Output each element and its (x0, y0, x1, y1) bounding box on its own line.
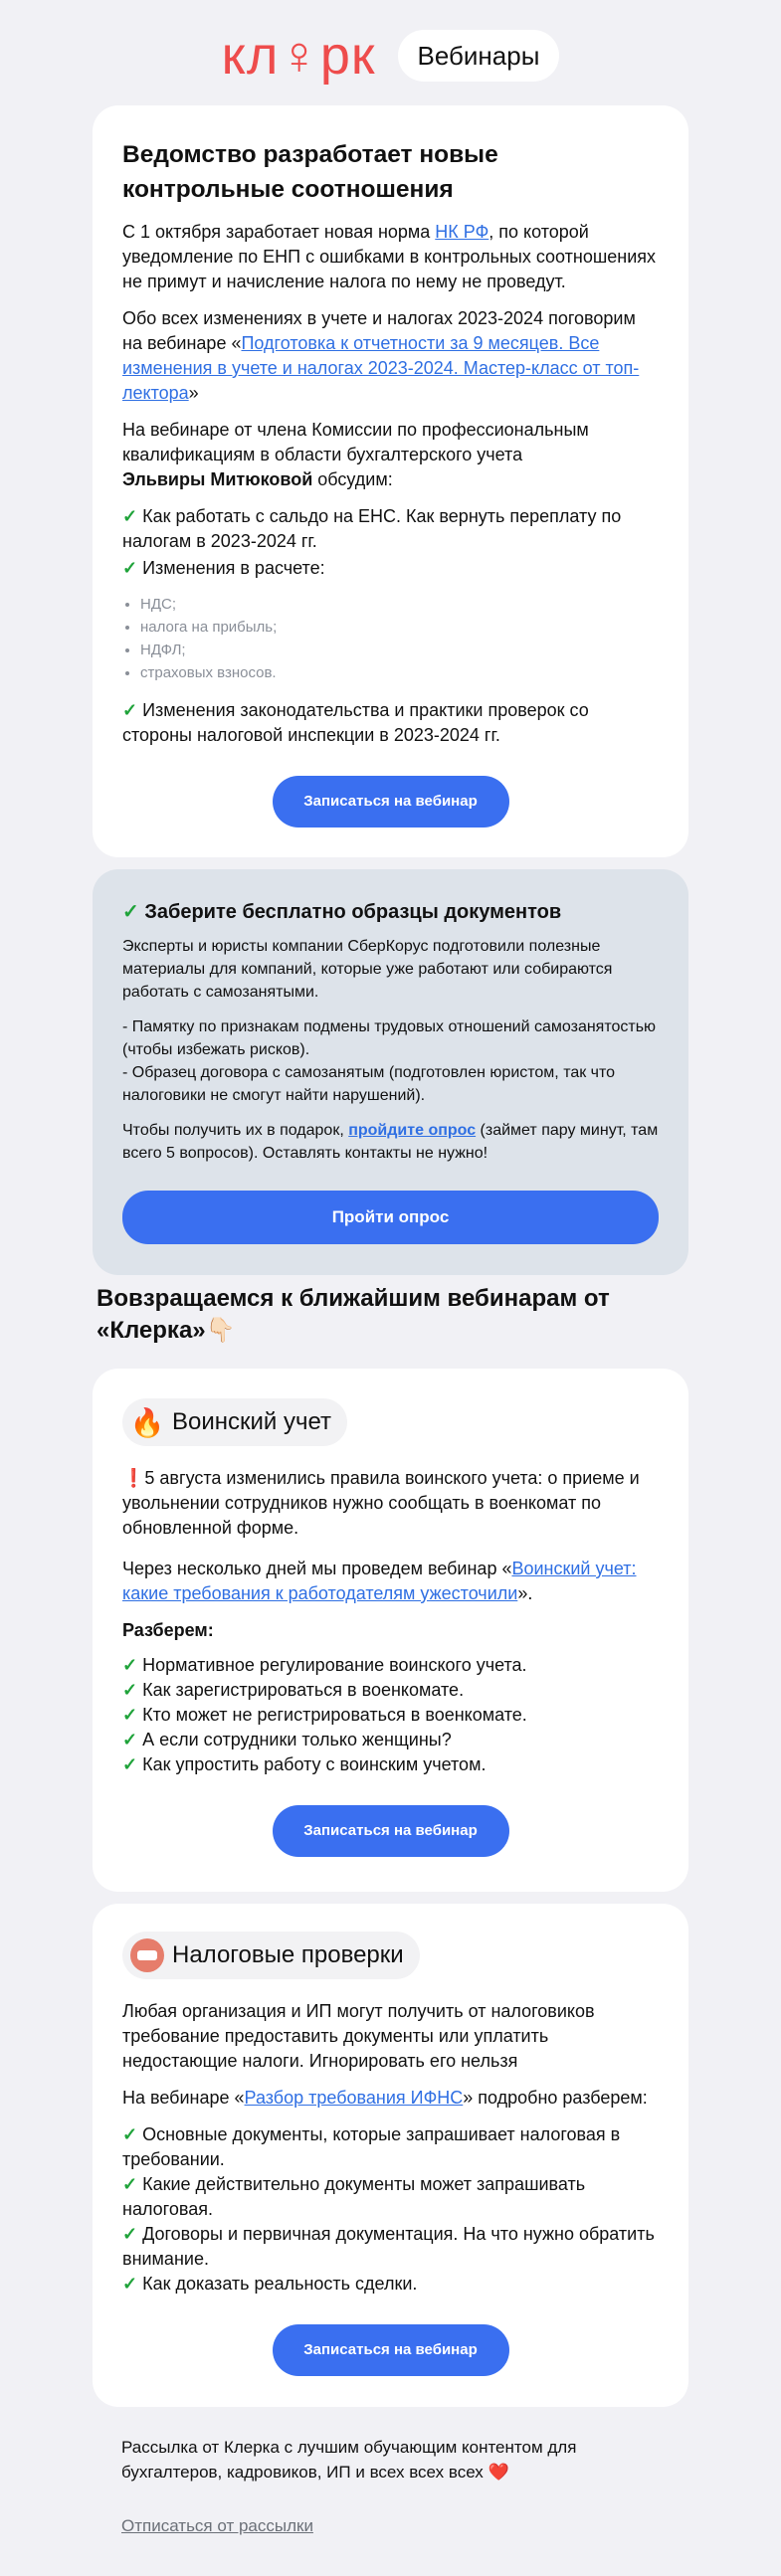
camera-icon (130, 1938, 164, 1972)
check-icon: ✓ (122, 700, 138, 720)
check-icon: ✓ (122, 2124, 138, 2144)
military-card (93, 1369, 688, 1892)
documents-paragraph-3: Чтобы получить их в подарок, пройдите опрос (займет пару минут, там всего 5 вопросов). Оставлять контакты не нужно! (122, 1122, 659, 1162)
news-card (93, 105, 688, 857)
check-icon: ✓ (122, 2274, 138, 2294)
check-icon: ✓ (122, 1730, 138, 1749)
header (0, 26, 781, 86)
military-tag (122, 1398, 347, 1446)
documents-paragraph-1: Эксперты и юристы компании СберКорус подготовили полезные материалы для компаний, которые уже работают или собираются работать с самозанятыми. (122, 938, 613, 1001)
fire-icon: 🔥 (129, 1406, 165, 1438)
tax-paragraph-2: На вебинаре «Разбор требования ИФНС» подробно разберем: (122, 2088, 648, 2108)
klerk-logo[interactable]: кл♀рк (221, 26, 376, 86)
check-icon: ✓ (122, 1655, 138, 1675)
news-checklist-2 (122, 698, 659, 748)
list-item: • НДС; (140, 593, 659, 616)
webinars-pill: Вебинары (398, 30, 560, 82)
footer-text: Рассылка от Клерка с лучшим обучающим контентом для бухгалтеров, кадровиков, ИП и всех всех всех ❤️ (121, 2438, 577, 2482)
tag-label: Воинский учет (172, 1408, 332, 1435)
check-item: ✓ Основные документы, которые запрашивает налоговая в требовании. (122, 2124, 621, 2169)
section-title: Вовзращаемся к ближайшим вебинарам от «Клерка»👇🏻 (97, 1285, 610, 1344)
footer (121, 2435, 659, 2536)
register-webinar-button[interactable]: Записаться на вебинар (273, 1805, 509, 1857)
check-icon: ✓ (122, 1705, 138, 1725)
register-webinar-button[interactable]: Записаться на вебинар (273, 2324, 509, 2376)
survey-link[interactable]: пройдите опрос (348, 1122, 477, 1139)
check-item: ✓ Договоры и первичная документация. На что нужно обратить внимание. (122, 2224, 655, 2269)
unsubscribe-link[interactable]: Отписаться от рассылки (121, 2516, 313, 2535)
check-item: ✓ Как работать с сальдо на ЕНС. Как вернуть переплату по налогам в 2023-2024 гг. (122, 506, 622, 551)
register-webinar-button[interactable]: Записаться на вебинар (273, 776, 509, 828)
tax-audit-tag (122, 1932, 420, 1979)
taxes-list (122, 593, 659, 684)
take-survey-button[interactable]: Пройти опрос (122, 1191, 659, 1244)
tax-audit-card (93, 1904, 688, 2407)
documents-title: ✓ Заберите бесплатно образцы документов (122, 901, 562, 923)
list-item: • страховых взносов. (140, 661, 659, 684)
documents-paragraph-2: - Памятку по признакам подмены трудовых отношений самозанятостью (чтобы избежать рисков). - Образец договора с самозанятым (подготовлен юристом, так что налоговики не смогут найти нарушений). (122, 1018, 657, 1104)
military-webinar-link[interactable]: Воинский учет: какие требования к работодателям ужесточили (122, 1559, 637, 1603)
check-icon: ✓ (122, 506, 138, 526)
check-item: ✓ Как доказать реальность сделки. (122, 2274, 418, 2294)
news-paragraph-3: На вебинаре от члена Комиссии по профессиональным квалификациям в области бухгалтерского учета Эльвиры Митюковой обсудим: (122, 420, 589, 489)
check-item: ✓ А если сотрудники только женщины? (122, 1730, 452, 1749)
documents-card (93, 869, 688, 1275)
heart-icon: ❤️ (488, 2463, 509, 2482)
military-checklist (122, 1653, 659, 1777)
tax-paragraph-1: Любая организация и ИП могут получить от налоговиков требование предоставить документы или уплатить недостающие налоги. Игнорировать его нельзя (122, 2001, 595, 2071)
check-icon: ✓ (122, 2174, 138, 2194)
check-item: ✓ Как зарегистрироваться в военкомате. (122, 1680, 465, 1700)
news-checklist (122, 504, 659, 581)
news-title: Ведомство разработает новые контрольные соотношения (122, 141, 498, 203)
news-paragraph-1: С 1 октября заработает новая норма НК РФ, по которой уведомление по ЕНП с ошибками в контрольных соотношениях не примут и начисление налога по нему не проведут. (122, 222, 657, 291)
check-item: ✓ Кто может не регистрироваться в военкомате. (122, 1705, 527, 1725)
nk-rf-link[interactable]: НК РФ (435, 222, 489, 242)
check-item: ✓ Изменения в расчете: (122, 558, 325, 578)
check-icon: ✓ (122, 901, 139, 923)
check-icon: ✓ (122, 1680, 138, 1700)
military-paragraph-2: Через несколько дней мы проведем вебинар «Воинский учет: какие требования к работодателям ужесточили». (122, 1559, 637, 1603)
ifns-webinar-link[interactable]: Разбор требования ИФНС (244, 2088, 464, 2108)
military-subtitle: Разберем: (122, 1620, 214, 1640)
tag-label: Налоговые проверки (172, 1941, 404, 1968)
webinar-link[interactable]: Подготовка к отчетности за 9 месяцев. Все изменения в учете и налогах 2023-2024. Мастер-класс от топ-лектора (122, 333, 640, 403)
check-item: ✓ Нормативное регулирование воинского учета. (122, 1655, 527, 1675)
news-paragraph-2: Обо всех изменениях в учете и налогах 2023-2024 поговорим на вебинаре «Подготовка к отчетности за 9 месяцев. Все изменения в учете и налогах 2023-2024. Мастер-класс от топ-лектора» (122, 308, 640, 403)
tax-checklist (122, 2122, 659, 2297)
check-item: ✓ Как упростить работу с воинским учетом. (122, 1754, 487, 1774)
check-item: ✓ Изменения законодательства и практики проверок со стороны налоговой инспекции в 2023-2024 гг. (122, 700, 589, 745)
check-item: ✓ Какие действительно документы может запрашивать налоговая. (122, 2174, 586, 2219)
check-icon: ✓ (122, 1754, 138, 1774)
list-item: • НДФЛ; (140, 639, 659, 661)
check-icon: ✓ (122, 558, 138, 578)
check-icon: ✓ (122, 2224, 138, 2244)
list-item: • налога на прибыль; (140, 616, 659, 639)
military-paragraph-1: ❗5 августа изменились правила воинского учета: о приеме и увольнении сотрудников нужно сообщать в военкомат по обновленной форме. (122, 1468, 640, 1538)
